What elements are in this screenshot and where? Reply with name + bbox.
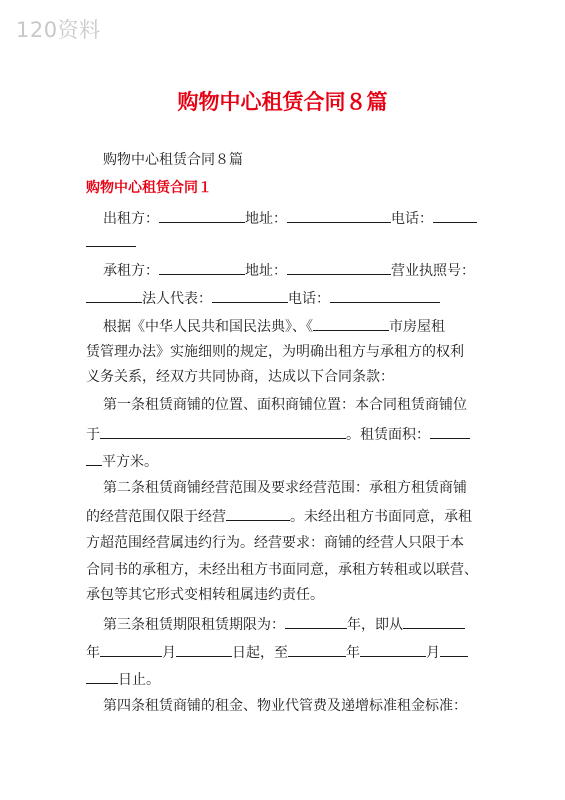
article2-line-3: 方超范围经营属违约行为。经营要求：商铺的经营人只限于本 <box>86 535 464 551</box>
rep-line <box>86 287 440 309</box>
area-blank <box>430 423 470 439</box>
address-blank <box>287 207 391 223</box>
lessee-label: 承租方： <box>103 263 159 279</box>
rep-blank <box>212 287 288 303</box>
article2-line-4: 合同书的承租方，未经出租方书面同意，承租方转租或以联营、 <box>86 562 478 578</box>
article1-line-3 <box>86 450 158 472</box>
article1-text-c: 。租赁面积： <box>346 427 430 443</box>
license-label: 营业执照号： <box>391 263 475 279</box>
article3-line-1 <box>103 613 465 635</box>
lessor-label: 出租方： <box>103 211 159 227</box>
article2-line-2 <box>86 505 472 527</box>
article3-text-a: 第三条租赁期限租赁期限为： <box>103 617 285 633</box>
article3-line-3: 日止。 <box>86 668 160 690</box>
basis-line-2: 赁管理办法》实施细则的规定，为明确出租方与承租方的权利 <box>86 344 464 360</box>
article2-text-c: 。未经出租方书面同意，承租 <box>290 509 472 525</box>
lessee-blank <box>159 259 245 275</box>
address-label: 地址： <box>245 211 287 227</box>
phone-blank <box>433 207 477 223</box>
address-blank-2 <box>287 259 391 275</box>
phone-label-2: 电话： <box>288 291 330 307</box>
article2-text-b: 的经营范围仅限于经营 <box>86 509 226 525</box>
basis-line-1 <box>103 315 445 337</box>
address-label-2: 地址： <box>245 263 287 279</box>
city-blank <box>313 315 389 331</box>
document-title: 购物中心租赁合同８篇 <box>177 90 388 114</box>
phone-label: 电话： <box>391 211 433 227</box>
phone-blank-cont <box>86 231 136 253</box>
article4-line-1: 第四条租赁商铺的租金、物业代管费及递增标准租金标准： <box>103 698 467 714</box>
article1-line-2 <box>86 423 470 445</box>
lessee-line <box>103 259 475 281</box>
rep-label: 法人代表： <box>142 291 212 307</box>
article3-text-b: 年，即从 <box>347 617 403 633</box>
lessor-blank <box>159 207 245 223</box>
lessor-line <box>103 207 477 229</box>
article1-text-b: 于 <box>86 427 100 443</box>
basis-text-a: 根据《中华人民共和国民法典》、《 <box>103 319 313 335</box>
business-blank <box>226 505 290 521</box>
contract-subtitle: 购物中心租赁合同１ <box>86 180 212 196</box>
article2-line-1: 第二条租赁商铺经营范围及要求经营范围：承租方租赁商铺 <box>103 480 467 496</box>
intro-line: 购物中心租赁合同８篇 <box>103 152 243 168</box>
location-blank <box>100 423 346 439</box>
article3-line-2: 年 月 日起，至 年 月 <box>86 641 468 663</box>
article1-text-d: 平方米。 <box>102 454 158 470</box>
article2-line-5: 承包等其它形式变相转租属违约责任。 <box>86 587 324 603</box>
license-blank <box>86 287 142 303</box>
start-year-blank <box>403 613 465 629</box>
watermark: 120资料 <box>16 18 101 42</box>
article1-line-1: 第一条租赁商铺的位置、面积商铺位置：本合同租赁商铺位 <box>103 397 467 413</box>
basis-text-b: 市房屋租 <box>389 319 445 335</box>
basis-line-3: 义务关系，经双方共同协商，达成以下合同条款： <box>86 369 394 385</box>
term-blank <box>285 613 347 629</box>
phone-blank-2 <box>330 287 440 303</box>
